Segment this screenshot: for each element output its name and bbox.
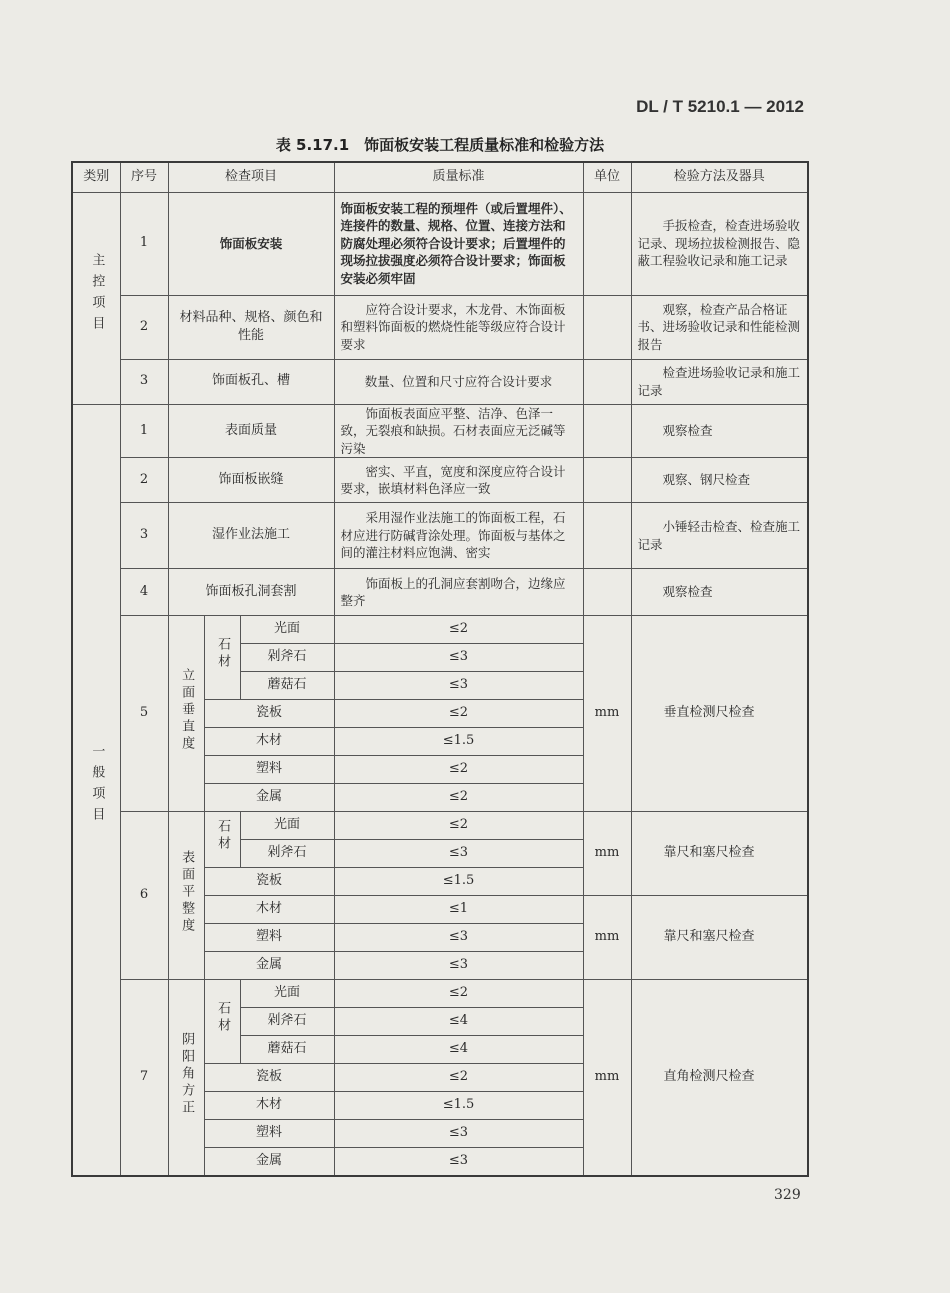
standard-cell: ≤3: [334, 1148, 583, 1176]
sub-item-cell: 光面: [240, 980, 334, 1008]
standard-cell: 数量、位置和尺寸应符合设计要求: [334, 359, 583, 404]
standard-cell: ≤2: [334, 700, 583, 728]
method-cell: 靠尺和塞尺检查: [631, 812, 808, 896]
standard-cell: ≤4: [334, 1008, 583, 1036]
seq-cell: 6: [120, 812, 168, 980]
unit-cell: mm: [583, 980, 631, 1176]
sub-item-cell: 木材: [204, 896, 334, 924]
seq-cell: 3: [120, 503, 168, 569]
item-cell: 饰面板嵌缝: [168, 458, 334, 503]
stone-label-cell: 石材: [204, 812, 240, 868]
item-cell: 材料品种、规格、颜色和性能: [168, 295, 334, 359]
method-cell: 直角检测尺检查: [631, 980, 808, 1176]
col-header-standard: 质量标准: [334, 162, 583, 192]
standard-cell: 应符合设计要求，木龙骨、木饰面板和塑料饰面板的燃烧性能等级应符合设计要求: [334, 295, 583, 359]
table-row: [72, 295, 808, 359]
standard-cell: ≤2: [334, 1064, 583, 1092]
table-row: [72, 503, 808, 569]
sub-item-cell: 塑料: [204, 756, 334, 784]
seq-cell: 2: [120, 458, 168, 503]
unit-cell: [583, 503, 631, 569]
standard-cell: ≤2: [334, 616, 583, 644]
table-row: [72, 192, 808, 295]
standard-code: DL / T 5210.1 — 2012: [636, 97, 804, 116]
standard-cell: ≤3: [334, 672, 583, 700]
standard-cell: ≤2: [334, 756, 583, 784]
method-cell: 观察、钢尺检查: [631, 458, 808, 503]
seq-cell: 4: [120, 569, 168, 616]
sub-item-cell: 瓷板: [204, 700, 334, 728]
unit-cell: mm: [583, 896, 631, 980]
col-header-seq: 序号: [120, 162, 168, 192]
sub-item-cell: 剁斧石: [240, 1008, 334, 1036]
unit-cell: mm: [583, 616, 631, 812]
item-cell: 饰面板孔、槽: [168, 359, 334, 404]
unit-cell: [583, 404, 631, 458]
method-cell: 靠尺和塞尺检查: [631, 896, 808, 980]
quality-standard-table: [71, 161, 809, 1177]
tolerance-label-cell: 立面垂直度: [168, 616, 204, 812]
method-cell: 检查进场验收记录和施工记录: [631, 359, 808, 404]
col-header-unit: 单位: [583, 162, 631, 192]
tolerance-label-cell: 阴阳角方正: [168, 980, 204, 1176]
standard-cell: ≤4: [334, 1036, 583, 1064]
standard-cell: ≤2: [334, 980, 583, 1008]
standard-cell: ≤1.5: [334, 868, 583, 896]
sub-item-cell: 木材: [204, 728, 334, 756]
method-cell: 垂直检测尺检查: [631, 616, 808, 812]
table-row: [72, 569, 808, 616]
sub-item-cell: 瓷板: [204, 868, 334, 896]
sub-item-cell: 蘑菇石: [240, 1036, 334, 1064]
unit-cell: [583, 458, 631, 503]
sub-item-cell: 金属: [204, 784, 334, 812]
table-row: [72, 980, 808, 1008]
standard-cell: 饰面板表面应平整、洁净、色泽一致，无裂痕和缺损。石材表面应无泛碱等污染: [334, 404, 583, 458]
standard-cell: ≤2: [334, 784, 583, 812]
seq-cell: 7: [120, 980, 168, 1176]
item-cell: 饰面板安装: [168, 192, 334, 295]
standard-cell: ≤2: [334, 812, 583, 840]
sub-item-cell: 木材: [204, 1092, 334, 1120]
seq-cell: 1: [120, 404, 168, 458]
method-cell: 观察检查: [631, 404, 808, 458]
table-row: [72, 404, 808, 458]
standard-cell: 饰面板安装工程的预埋件（或后置埋件）、连接件的数量、规格、位置、连接方法和防腐处理必须符合设计要求；后置埋件的现场拉拔强度必须符合设计要求；饰面板安装必须牢固: [334, 192, 583, 295]
table-title: 表 5.17.1 饰面板安装工程质量标准和检验方法: [275, 136, 605, 154]
stone-label-cell: 石材: [204, 616, 240, 700]
standard-cell: ≤1.5: [334, 1092, 583, 1120]
unit-cell: [583, 295, 631, 359]
seq-cell: 1: [120, 192, 168, 295]
standard-cell: ≤3: [334, 1120, 583, 1148]
item-cell: 表面质量: [168, 404, 334, 458]
item-cell: 饰面板孔洞套割: [168, 569, 334, 616]
standard-cell: ≤3: [334, 644, 583, 672]
col-header-category: 类别: [72, 162, 120, 192]
method-cell: 观察检查: [631, 569, 808, 616]
item-cell: 湿作业法施工: [168, 503, 334, 569]
sub-item-cell: 金属: [204, 1148, 334, 1176]
sub-item-cell: 金属: [204, 952, 334, 980]
sub-item-cell: 剁斧石: [240, 840, 334, 868]
standard-cell: 饰面板上的孔洞应套割吻合，边缘应整齐: [334, 569, 583, 616]
standard-cell: 密实、平直，宽度和深度应符合设计要求，嵌填材料色泽应一致: [334, 458, 583, 503]
stone-label-cell: 石材: [204, 980, 240, 1064]
unit-cell: [583, 192, 631, 295]
sub-item-cell: 塑料: [204, 1120, 334, 1148]
table-header-row: [72, 162, 808, 192]
standard-cell: ≤1: [334, 896, 583, 924]
table-row: [72, 616, 808, 644]
table-row: [72, 812, 808, 840]
sub-item-cell: 塑料: [204, 924, 334, 952]
table-row: [72, 458, 808, 503]
category-main: 主控项目: [72, 192, 120, 404]
seq-cell: 2: [120, 295, 168, 359]
method-cell: 手扳检查，检查进场验收记录、现场拉拔检测报告、隐蔽工程验收记录和施工记录: [631, 192, 808, 295]
sub-item-cell: 瓷板: [204, 1064, 334, 1092]
standard-cell: ≤3: [334, 952, 583, 980]
unit-cell: [583, 359, 631, 404]
sub-item-cell: 光面: [240, 812, 334, 840]
category-general: 一般项目: [72, 404, 120, 1176]
seq-cell: 3: [120, 359, 168, 404]
col-header-method: 检验方法及器具: [631, 162, 808, 192]
method-cell: 观察，检查产品合格证书、进场验收记录和性能检测报告: [631, 295, 808, 359]
table-row: [72, 359, 808, 404]
sub-item-cell: 光面: [240, 616, 334, 644]
standard-cell: ≤3: [334, 924, 583, 952]
sub-item-cell: 蘑菇石: [240, 672, 334, 700]
standard-cell: 采用湿作业法施工的饰面板工程，石材应进行防碱背涂处理。饰面板与基体之间的灌注材料应饱满、密实: [334, 503, 583, 569]
seq-cell: 5: [120, 616, 168, 812]
page-number: 329: [774, 1187, 801, 1203]
unit-cell: mm: [583, 812, 631, 896]
unit-cell: [583, 569, 631, 616]
sub-item-cell: 剁斧石: [240, 644, 334, 672]
standard-cell: ≤1.5: [334, 728, 583, 756]
col-header-item: 检查项目: [168, 162, 334, 192]
standard-cell: ≤3: [334, 840, 583, 868]
tolerance-label-cell: 表面平整度: [168, 812, 204, 980]
method-cell: 小锤轻击检查、检查施工记录: [631, 503, 808, 569]
